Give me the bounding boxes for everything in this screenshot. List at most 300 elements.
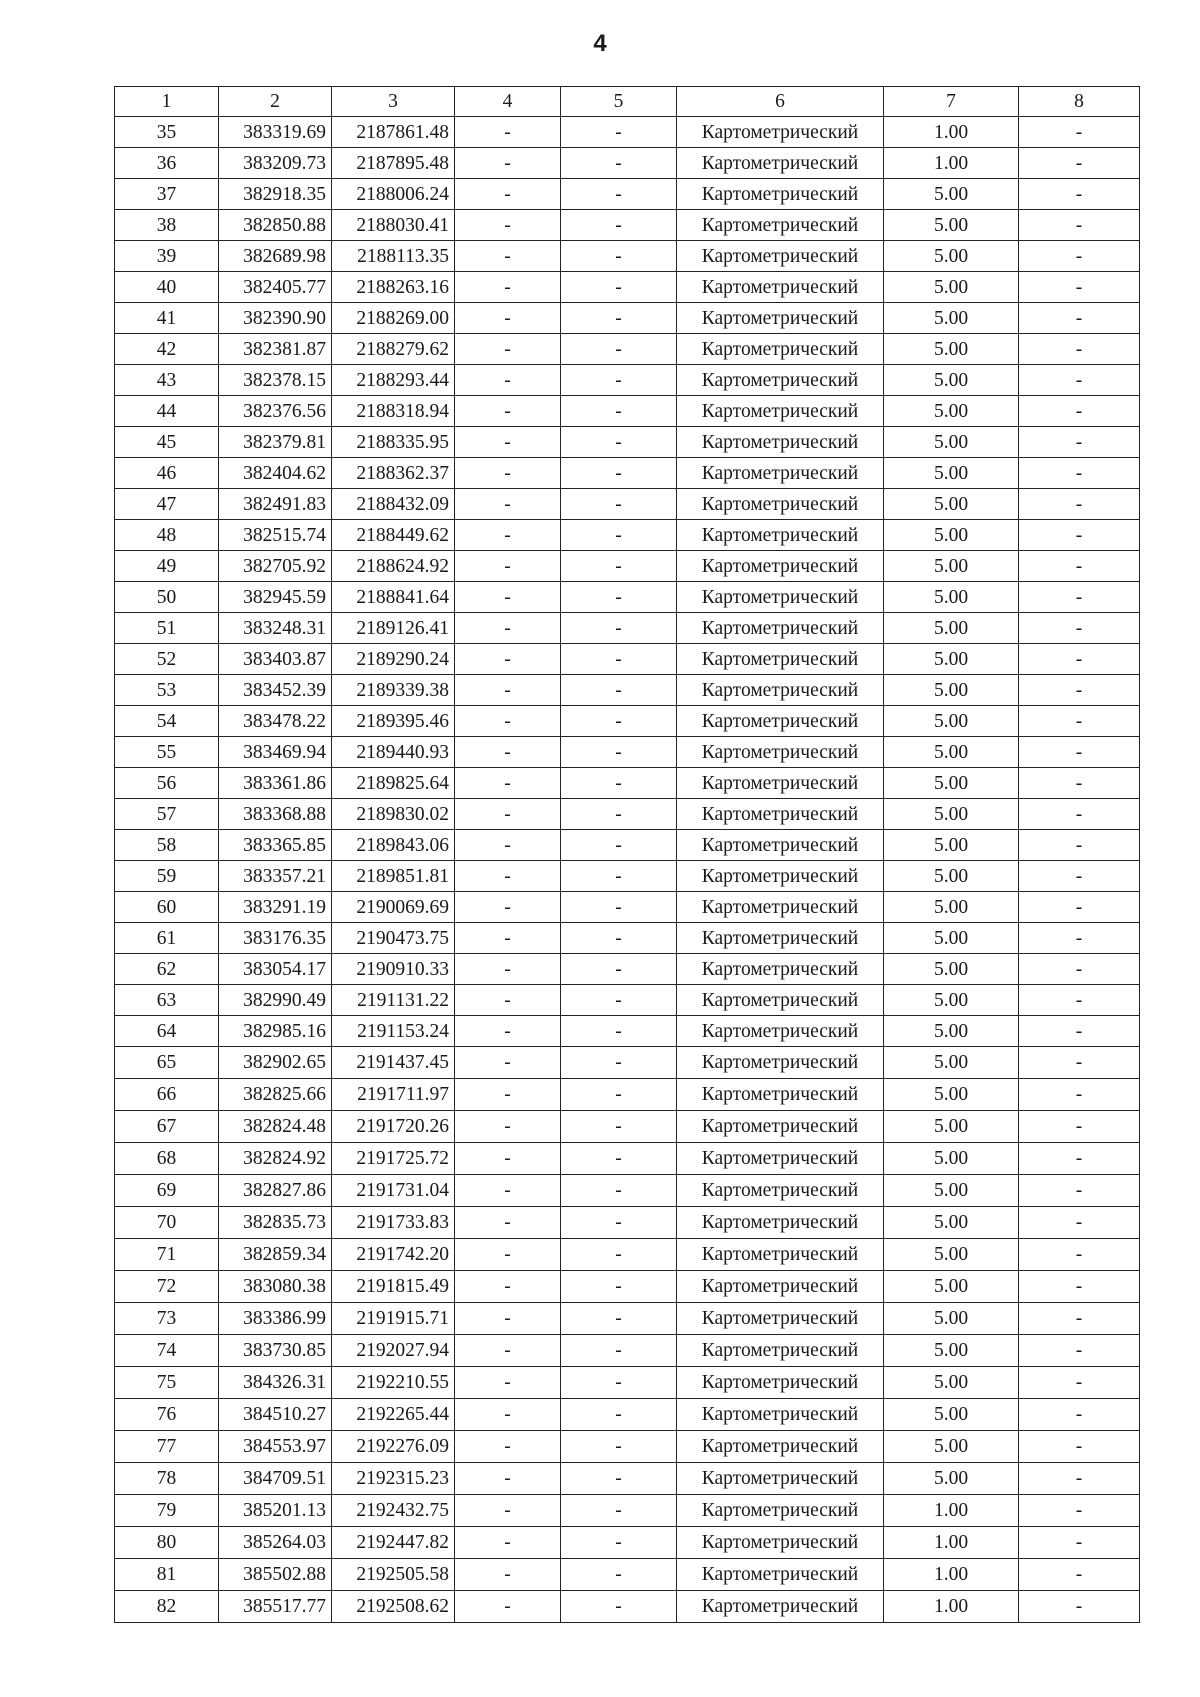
table-row (115, 1079, 1140, 1111)
method-cell: Картометрический (677, 1335, 884, 1367)
table-row (115, 179, 1140, 210)
column-8-cell: - (1019, 520, 1140, 551)
method-cell: Картометрический (677, 334, 884, 365)
table-row (115, 861, 1140, 892)
method-cell: Картометрический (677, 1271, 884, 1303)
table-row (115, 675, 1140, 706)
accuracy-cell: 5.00 (884, 1367, 1019, 1399)
y-coordinate-cell: 2192447.82 (332, 1527, 455, 1559)
column-8-cell: - (1019, 396, 1140, 427)
column-4-cell: - (455, 1431, 561, 1463)
column-4-cell: - (455, 272, 561, 303)
column-5-cell: - (561, 1079, 677, 1111)
point-number-cell: 41 (115, 303, 219, 334)
method-cell: Картометрический (677, 241, 884, 272)
column-4-cell: - (455, 954, 561, 985)
x-coordinate-cell: 383730.85 (219, 1335, 332, 1367)
table-row (115, 644, 1140, 675)
column-5-cell: - (561, 985, 677, 1016)
y-coordinate-cell: 2192027.94 (332, 1335, 455, 1367)
column-8-cell: - (1019, 1335, 1140, 1367)
column-5-cell: - (561, 365, 677, 396)
x-coordinate-cell: 382376.56 (219, 396, 332, 427)
column-5-cell: - (561, 303, 677, 334)
column-4-cell: - (455, 1399, 561, 1431)
table-row (115, 768, 1140, 799)
column-5-cell: - (561, 1239, 677, 1271)
table-row (115, 1495, 1140, 1527)
column-4-cell: - (455, 303, 561, 334)
point-number-cell: 66 (115, 1079, 219, 1111)
method-cell: Картометрический (677, 458, 884, 489)
x-coordinate-cell: 382381.87 (219, 334, 332, 365)
point-number-cell: 67 (115, 1111, 219, 1143)
point-number-cell: 46 (115, 458, 219, 489)
table-row (115, 737, 1140, 768)
table-row (115, 1207, 1140, 1239)
x-coordinate-cell: 382379.81 (219, 427, 332, 458)
accuracy-cell: 5.00 (884, 954, 1019, 985)
column-4-cell: - (455, 768, 561, 799)
table-row (115, 1303, 1140, 1335)
accuracy-cell: 5.00 (884, 210, 1019, 241)
y-coordinate-cell: 2191815.49 (332, 1271, 455, 1303)
point-number-cell: 68 (115, 1143, 219, 1175)
point-number-cell: 50 (115, 582, 219, 613)
point-number-cell: 44 (115, 396, 219, 427)
point-number-cell: 77 (115, 1431, 219, 1463)
accuracy-cell: 5.00 (884, 1016, 1019, 1047)
column-4-cell: - (455, 830, 561, 861)
x-coordinate-cell: 383357.21 (219, 861, 332, 892)
column-8-cell: - (1019, 1143, 1140, 1175)
table-row (115, 334, 1140, 365)
table-row (115, 1559, 1140, 1591)
column-8-cell: - (1019, 334, 1140, 365)
column-8-cell: - (1019, 861, 1140, 892)
table-row (115, 1271, 1140, 1303)
x-coordinate-cell: 384326.31 (219, 1367, 332, 1399)
column-5-cell: - (561, 830, 677, 861)
column-8-cell: - (1019, 675, 1140, 706)
table-row (115, 1175, 1140, 1207)
y-coordinate-cell: 2191742.20 (332, 1239, 455, 1271)
column-5-cell: - (561, 1303, 677, 1335)
method-cell: Картометрический (677, 1431, 884, 1463)
table-row (115, 1399, 1140, 1431)
x-coordinate-cell: 384510.27 (219, 1399, 332, 1431)
accuracy-cell: 1.00 (884, 1559, 1019, 1591)
method-cell: Картометрический (677, 272, 884, 303)
column-5-cell: - (561, 1463, 677, 1495)
point-number-cell: 40 (115, 272, 219, 303)
table-header-row (115, 87, 1140, 117)
table-row (115, 582, 1140, 613)
column-8-cell: - (1019, 365, 1140, 396)
x-coordinate-cell: 382859.34 (219, 1239, 332, 1271)
method-cell: Картометрический (677, 1495, 884, 1527)
accuracy-cell: 5.00 (884, 489, 1019, 520)
table-row (115, 1431, 1140, 1463)
method-cell: Картометрический (677, 117, 884, 148)
column-4-cell: - (455, 1559, 561, 1591)
column-8-cell: - (1019, 1495, 1140, 1527)
x-coordinate-cell: 382515.74 (219, 520, 332, 551)
x-coordinate-cell: 382390.90 (219, 303, 332, 334)
column-8-cell: - (1019, 303, 1140, 334)
y-coordinate-cell: 2191725.72 (332, 1143, 455, 1175)
method-cell: Картометрический (677, 551, 884, 582)
column-header: 2 (219, 87, 332, 117)
y-coordinate-cell: 2188362.37 (332, 458, 455, 489)
accuracy-cell: 1.00 (884, 1527, 1019, 1559)
y-coordinate-cell: 2189290.24 (332, 644, 455, 675)
column-4-cell: - (455, 1175, 561, 1207)
point-number-cell: 75 (115, 1367, 219, 1399)
accuracy-cell: 5.00 (884, 799, 1019, 830)
column-5-cell: - (561, 1207, 677, 1239)
accuracy-cell: 1.00 (884, 1495, 1019, 1527)
method-cell: Картометрический (677, 582, 884, 613)
column-5-cell: - (561, 1591, 677, 1623)
point-number-cell: 64 (115, 1016, 219, 1047)
method-cell: Картометрический (677, 737, 884, 768)
x-coordinate-cell: 383248.31 (219, 613, 332, 644)
table-row (115, 706, 1140, 737)
accuracy-cell: 1.00 (884, 117, 1019, 148)
table-row (115, 1335, 1140, 1367)
y-coordinate-cell: 2189339.38 (332, 675, 455, 706)
page-number: 4 (593, 30, 607, 57)
accuracy-cell: 5.00 (884, 1399, 1019, 1431)
x-coordinate-cell: 385517.77 (219, 1591, 332, 1623)
column-header: 4 (455, 87, 561, 117)
table-row (115, 117, 1140, 148)
x-coordinate-cell: 382945.59 (219, 582, 332, 613)
column-5-cell: - (561, 458, 677, 489)
x-coordinate-cell: 384553.97 (219, 1431, 332, 1463)
column-5-cell: - (561, 551, 677, 582)
point-number-cell: 69 (115, 1175, 219, 1207)
x-coordinate-cell: 383368.88 (219, 799, 332, 830)
column-4-cell: - (455, 582, 561, 613)
column-4-cell: - (455, 923, 561, 954)
column-4-cell: - (455, 1335, 561, 1367)
method-cell: Картометрический (677, 1399, 884, 1431)
y-coordinate-cell: 2191731.04 (332, 1175, 455, 1207)
column-5-cell: - (561, 1559, 677, 1591)
column-4-cell: - (455, 334, 561, 365)
method-cell: Картометрический (677, 1016, 884, 1047)
y-coordinate-cell: 2189843.06 (332, 830, 455, 861)
column-4-cell: - (455, 706, 561, 737)
column-8-cell: - (1019, 179, 1140, 210)
y-coordinate-cell: 2191720.26 (332, 1111, 455, 1143)
y-coordinate-cell: 2191733.83 (332, 1207, 455, 1239)
column-5-cell: - (561, 1367, 677, 1399)
point-number-cell: 36 (115, 148, 219, 179)
point-number-cell: 60 (115, 892, 219, 923)
x-coordinate-cell: 383176.35 (219, 923, 332, 954)
column-4-cell: - (455, 737, 561, 768)
column-5-cell: - (561, 210, 677, 241)
point-number-cell: 70 (115, 1207, 219, 1239)
column-4-cell: - (455, 1303, 561, 1335)
table-row (115, 613, 1140, 644)
method-cell: Картометрический (677, 1463, 884, 1495)
x-coordinate-cell: 382705.92 (219, 551, 332, 582)
column-4-cell: - (455, 861, 561, 892)
column-4-cell: - (455, 799, 561, 830)
point-number-cell: 79 (115, 1495, 219, 1527)
y-coordinate-cell: 2192315.23 (332, 1463, 455, 1495)
method-cell: Картометрический (677, 830, 884, 861)
y-coordinate-cell: 2188269.00 (332, 303, 455, 334)
table-row (115, 272, 1140, 303)
column-4-cell: - (455, 1239, 561, 1271)
y-coordinate-cell: 2191153.24 (332, 1016, 455, 1047)
point-number-cell: 78 (115, 1463, 219, 1495)
table-row (115, 1016, 1140, 1047)
point-number-cell: 47 (115, 489, 219, 520)
column-5-cell: - (561, 1111, 677, 1143)
accuracy-cell: 5.00 (884, 1239, 1019, 1271)
y-coordinate-cell: 2192505.58 (332, 1559, 455, 1591)
method-cell: Картометрический (677, 1527, 884, 1559)
accuracy-cell: 5.00 (884, 1143, 1019, 1175)
accuracy-cell: 5.00 (884, 1335, 1019, 1367)
column-5-cell: - (561, 954, 677, 985)
point-number-cell: 80 (115, 1527, 219, 1559)
column-5-cell: - (561, 1047, 677, 1079)
point-number-cell: 61 (115, 923, 219, 954)
column-4-cell: - (455, 985, 561, 1016)
point-number-cell: 58 (115, 830, 219, 861)
column-header: 5 (561, 87, 677, 117)
point-number-cell: 53 (115, 675, 219, 706)
column-8-cell: - (1019, 1271, 1140, 1303)
column-8-cell: - (1019, 148, 1140, 179)
y-coordinate-cell: 2192276.09 (332, 1431, 455, 1463)
x-coordinate-cell: 383319.69 (219, 117, 332, 148)
y-coordinate-cell: 2188113.35 (332, 241, 455, 272)
method-cell: Картометрический (677, 706, 884, 737)
y-coordinate-cell: 2191915.71 (332, 1303, 455, 1335)
accuracy-cell: 5.00 (884, 892, 1019, 923)
method-cell: Картометрический (677, 1239, 884, 1271)
y-coordinate-cell: 2190069.69 (332, 892, 455, 923)
column-header: 6 (677, 87, 884, 117)
x-coordinate-cell: 383469.94 (219, 737, 332, 768)
accuracy-cell: 5.00 (884, 1271, 1019, 1303)
accuracy-cell: 5.00 (884, 1463, 1019, 1495)
x-coordinate-cell: 382378.15 (219, 365, 332, 396)
accuracy-cell: 5.00 (884, 675, 1019, 706)
column-4-cell: - (455, 117, 561, 148)
table-row (115, 1367, 1140, 1399)
column-8-cell: - (1019, 892, 1140, 923)
column-5-cell: - (561, 1271, 677, 1303)
y-coordinate-cell: 2188449.62 (332, 520, 455, 551)
point-number-cell: 76 (115, 1399, 219, 1431)
table-row (115, 1143, 1140, 1175)
x-coordinate-cell: 382850.88 (219, 210, 332, 241)
point-number-cell: 38 (115, 210, 219, 241)
x-coordinate-cell: 385201.13 (219, 1495, 332, 1527)
accuracy-cell: 5.00 (884, 923, 1019, 954)
column-5-cell: - (561, 520, 677, 551)
method-cell: Картометрический (677, 675, 884, 706)
y-coordinate-cell: 2188335.95 (332, 427, 455, 458)
point-number-cell: 43 (115, 365, 219, 396)
point-number-cell: 45 (115, 427, 219, 458)
column-5-cell: - (561, 241, 677, 272)
method-cell: Картометрический (677, 768, 884, 799)
y-coordinate-cell: 2188263.16 (332, 272, 455, 303)
column-8-cell: - (1019, 458, 1140, 489)
point-number-cell: 56 (115, 768, 219, 799)
accuracy-cell: 1.00 (884, 148, 1019, 179)
method-cell: Картометрический (677, 1591, 884, 1623)
column-5-cell: - (561, 396, 677, 427)
y-coordinate-cell: 2191131.22 (332, 985, 455, 1016)
y-coordinate-cell: 2187861.48 (332, 117, 455, 148)
y-coordinate-cell: 2189825.64 (332, 768, 455, 799)
column-5-cell: - (561, 613, 677, 644)
accuracy-cell: 5.00 (884, 458, 1019, 489)
column-5-cell: - (561, 1495, 677, 1527)
x-coordinate-cell: 383452.39 (219, 675, 332, 706)
point-number-cell: 62 (115, 954, 219, 985)
column-8-cell: - (1019, 768, 1140, 799)
y-coordinate-cell: 2188279.62 (332, 334, 455, 365)
method-cell: Картометрический (677, 489, 884, 520)
column-header: 3 (332, 87, 455, 117)
column-4-cell: - (455, 1016, 561, 1047)
x-coordinate-cell: 382824.48 (219, 1111, 332, 1143)
accuracy-cell: 5.00 (884, 303, 1019, 334)
column-8-cell: - (1019, 1207, 1140, 1239)
x-coordinate-cell: 383291.19 (219, 892, 332, 923)
point-number-cell: 72 (115, 1271, 219, 1303)
y-coordinate-cell: 2191711.97 (332, 1079, 455, 1111)
column-4-cell: - (455, 241, 561, 272)
table-row (115, 365, 1140, 396)
y-coordinate-cell: 2188318.94 (332, 396, 455, 427)
column-8-cell: - (1019, 1559, 1140, 1591)
column-5-cell: - (561, 1175, 677, 1207)
table-body (115, 117, 1140, 1623)
column-4-cell: - (455, 210, 561, 241)
column-8-cell: - (1019, 582, 1140, 613)
column-8-cell: - (1019, 551, 1140, 582)
column-4-cell: - (455, 1047, 561, 1079)
x-coordinate-cell: 384709.51 (219, 1463, 332, 1495)
column-5-cell: - (561, 148, 677, 179)
column-5-cell: - (561, 179, 677, 210)
column-4-cell: - (455, 1207, 561, 1239)
column-8-cell: - (1019, 1239, 1140, 1271)
table-row (115, 1047, 1140, 1079)
method-cell: Картометрический (677, 179, 884, 210)
table-row (115, 830, 1140, 861)
y-coordinate-cell: 2189440.93 (332, 737, 455, 768)
accuracy-cell: 5.00 (884, 1047, 1019, 1079)
column-8-cell: - (1019, 1047, 1140, 1079)
point-number-cell: 55 (115, 737, 219, 768)
column-4-cell: - (455, 148, 561, 179)
method-cell: Картометрический (677, 1111, 884, 1143)
accuracy-cell: 1.00 (884, 1591, 1019, 1623)
column-8-cell: - (1019, 644, 1140, 675)
table-row (115, 210, 1140, 241)
y-coordinate-cell: 2188006.24 (332, 179, 455, 210)
accuracy-cell: 5.00 (884, 427, 1019, 458)
point-number-cell: 49 (115, 551, 219, 582)
accuracy-cell: 5.00 (884, 1111, 1019, 1143)
column-8-cell: - (1019, 272, 1140, 303)
column-8-cell: - (1019, 706, 1140, 737)
x-coordinate-cell: 382835.73 (219, 1207, 332, 1239)
column-4-cell: - (455, 1463, 561, 1495)
column-8-cell: - (1019, 1591, 1140, 1623)
point-number-cell: 71 (115, 1239, 219, 1271)
column-5-cell: - (561, 706, 677, 737)
method-cell: Картометрический (677, 1175, 884, 1207)
table-row (115, 148, 1140, 179)
column-8-cell: - (1019, 1431, 1140, 1463)
point-number-cell: 63 (115, 985, 219, 1016)
table-row (115, 396, 1140, 427)
x-coordinate-cell: 383478.22 (219, 706, 332, 737)
accuracy-cell: 5.00 (884, 241, 1019, 272)
accuracy-cell: 5.00 (884, 582, 1019, 613)
table-row (115, 303, 1140, 334)
table-row (115, 1591, 1140, 1623)
y-coordinate-cell: 2192508.62 (332, 1591, 455, 1623)
point-number-cell: 37 (115, 179, 219, 210)
point-number-cell: 48 (115, 520, 219, 551)
x-coordinate-cell: 383386.99 (219, 1303, 332, 1335)
column-8-cell: - (1019, 1016, 1140, 1047)
column-8-cell: - (1019, 489, 1140, 520)
method-cell: Картометрический (677, 520, 884, 551)
method-cell: Картометрический (677, 799, 884, 830)
y-coordinate-cell: 2192265.44 (332, 1399, 455, 1431)
table-row (115, 923, 1140, 954)
accuracy-cell: 5.00 (884, 1079, 1019, 1111)
method-cell: Картометрический (677, 427, 884, 458)
table-row (115, 1111, 1140, 1143)
column-header: 1 (115, 87, 219, 117)
method-cell: Картометрический (677, 365, 884, 396)
column-4-cell: - (455, 1111, 561, 1143)
y-coordinate-cell: 2188030.41 (332, 210, 455, 241)
x-coordinate-cell: 383403.87 (219, 644, 332, 675)
x-coordinate-cell: 382825.66 (219, 1079, 332, 1111)
column-5-cell: - (561, 675, 677, 706)
method-cell: Картометрический (677, 148, 884, 179)
column-5-cell: - (561, 861, 677, 892)
column-8-cell: - (1019, 1079, 1140, 1111)
y-coordinate-cell: 2189395.46 (332, 706, 455, 737)
method-cell: Картометрический (677, 923, 884, 954)
column-8-cell: - (1019, 830, 1140, 861)
column-8-cell: - (1019, 1175, 1140, 1207)
accuracy-cell: 5.00 (884, 396, 1019, 427)
x-coordinate-cell: 383080.38 (219, 1271, 332, 1303)
y-coordinate-cell: 2192210.55 (332, 1367, 455, 1399)
